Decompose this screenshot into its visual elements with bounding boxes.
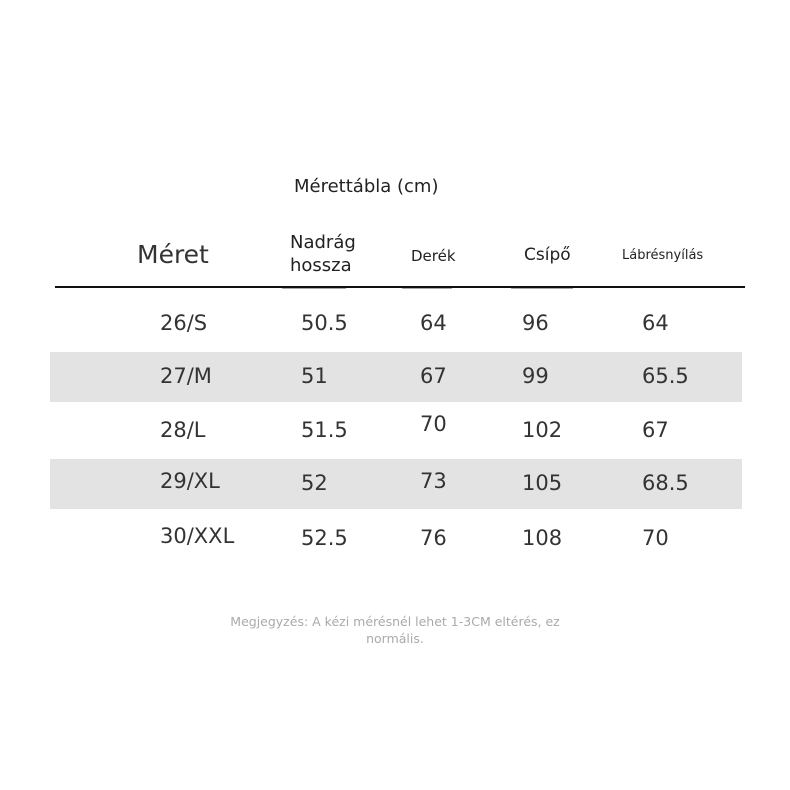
cell-hip: 102 [522, 418, 563, 442]
header-divider [55, 286, 745, 288]
cell-length: 52 [301, 471, 328, 495]
table-row [50, 459, 742, 509]
header-size: Méret [137, 240, 209, 269]
cell-waist: 73 [420, 469, 447, 493]
cell-length: 50.5 [301, 311, 348, 335]
cell-leg: 65.5 [642, 364, 689, 388]
cell-leg: 70 [642, 526, 669, 550]
cell-waist: 64 [420, 311, 447, 335]
cell-size: 29/XL [160, 469, 220, 493]
header-hip: Csípő [524, 245, 571, 265]
table-row [50, 514, 742, 564]
cell-length: 52.5 [301, 526, 348, 550]
table-row [50, 299, 742, 349]
cell-hip: 105 [522, 471, 563, 495]
cell-size: 30/XXL [160, 524, 235, 548]
measurement-note: Megjegyzés: A kézi mérésnél lehet 1-3CM eltérés, ez normális. [230, 614, 560, 646]
cell-hip: 108 [522, 526, 563, 550]
header-waist: Derék [411, 247, 456, 265]
cell-length: 51 [301, 364, 328, 388]
chart-title: Mérettábla (cm) [294, 176, 439, 197]
cell-hip: 99 [522, 364, 549, 388]
cell-leg: 68.5 [642, 471, 689, 495]
cell-size: 27/M [160, 364, 212, 388]
cell-waist: 76 [420, 526, 447, 550]
header-leg-opening: Lábrésnyílás [622, 248, 704, 263]
cell-hip: 96 [522, 311, 549, 335]
cell-size: 26/S [160, 311, 208, 335]
cell-waist: 67 [420, 364, 447, 388]
table-row [50, 406, 742, 456]
cell-waist: 70 [420, 412, 447, 436]
header-pants-length: Nadrág hossza [290, 232, 356, 276]
cell-leg: 64 [642, 311, 669, 335]
table-row [50, 352, 742, 402]
cell-leg: 67 [642, 418, 669, 442]
cell-length: 51.5 [301, 418, 348, 442]
cell-size: 28/L [160, 418, 206, 442]
